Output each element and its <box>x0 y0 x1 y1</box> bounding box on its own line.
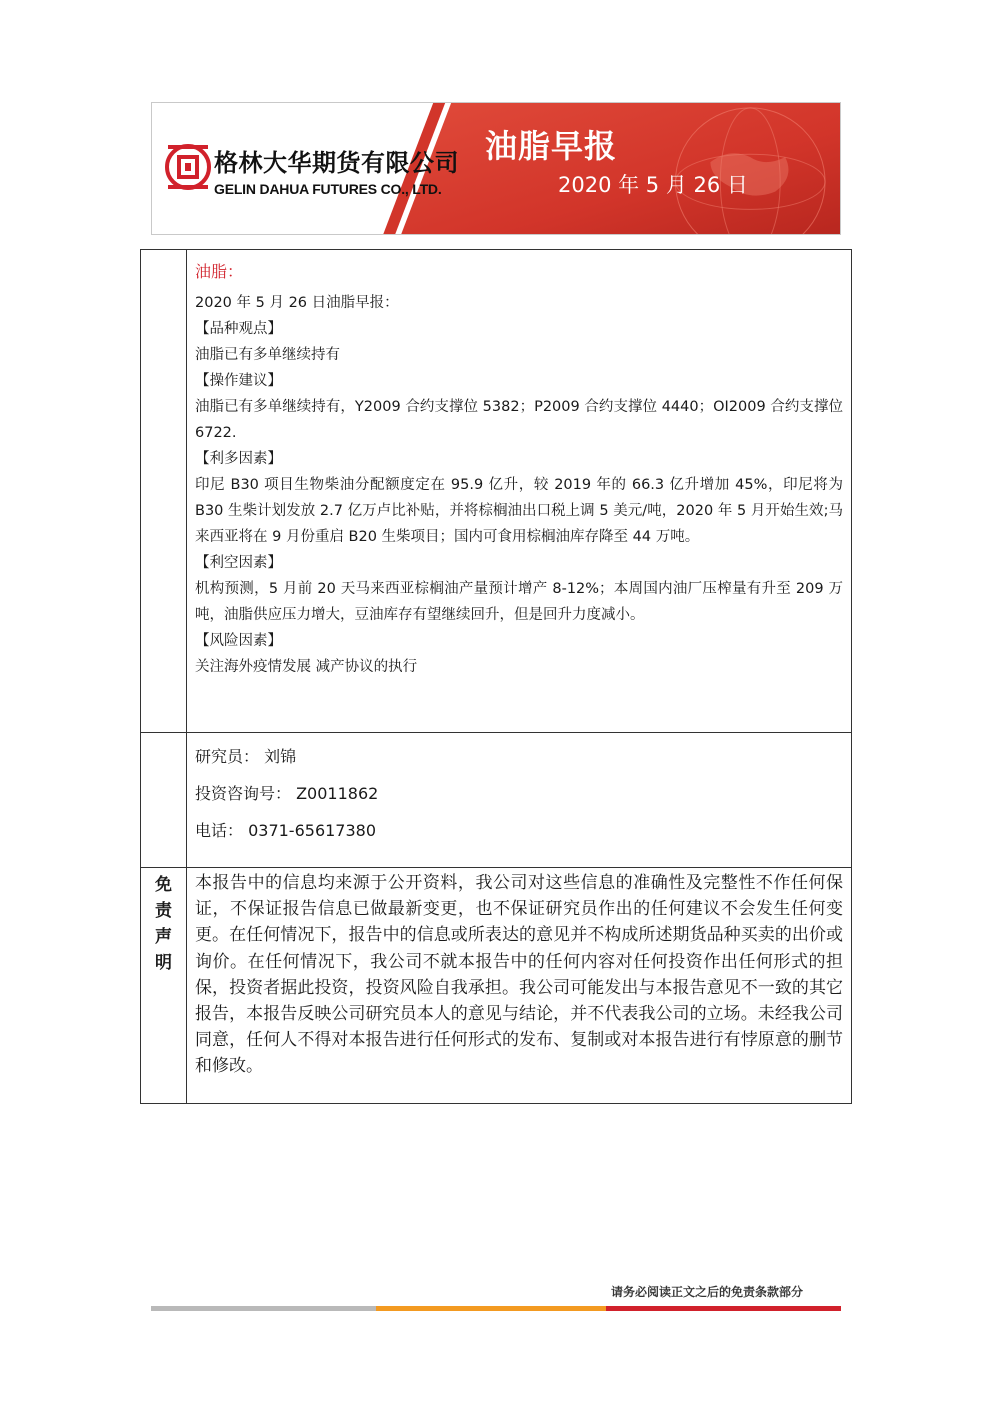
subheading-bullish: 【利多因素】 <box>195 451 282 467</box>
view-text: 油脂已有多单继续持有 <box>195 347 340 363</box>
report-date: 2020 年 5 月 26 日 <box>558 173 748 197</box>
table-column-divider <box>186 250 187 1103</box>
outlook-section <box>195 258 843 680</box>
table-row-divider <box>141 732 851 733</box>
table-row-divider <box>141 867 851 868</box>
footer-bar-red <box>606 1306 841 1311</box>
report-title: 油脂早报 <box>485 127 618 165</box>
report-header-banner <box>151 102 841 235</box>
researcher-name: 研究员： 刘锦 <box>195 747 297 766</box>
subheading-risk: 【风险因素】 <box>195 633 282 649</box>
disclaimer-label-char: 责 <box>155 901 172 921</box>
section-title: 油脂： <box>195 262 244 281</box>
disclaimer-label <box>141 870 186 976</box>
bullish-text: 印尼 B30 项目生物柴油分配额度定在 95.9 亿升，较 2019 年的 66.3 亿升增加 45%，印尼将为 B30 生柴计划发放 2.7 亿万卢比补贴，并将棕榈油出口税上调 5 美元/吨，2020 年 5 月开始生效;马来西亚将在 9 月份重启 B20 生柴项目；国内可食用棕榈油库存降至 44 万吨。 <box>195 477 843 545</box>
disclaimer-text: 本报告中的信息均来源于公开资料，我公司对这些信息的准确性及完整性不作任何保证，不保证报告信息已做最新变更，也不保证研究员作出的任何建议不会发生任何变更。在任何情况下，报告中的信息或所表达的意见并不构成所述期货品种买卖的出价或询价。在任何情况下，我公司不就本报告中的任何内容对任何投资作出任何形式的担保，投资者据此投资，投资风险自我承担。我公司可能发出与本报告意见不一致的其它报告，本报告反映公司研究员本人的意见与结论，并不代表我公司的立场。未经我公司同意，任何人不得对本报告进行任何形式的发布、复制或对本报告进行有悖原意的删节和修改。 <box>195 873 843 1077</box>
subheading-bearish: 【利空因素】 <box>195 555 282 571</box>
company-name-en: GELIN DAHUA FUTURES CO., LTD. <box>214 181 442 197</box>
risk-text: 关注海外疫情发展 减产协议的执行 <box>195 659 418 675</box>
license-number: 投资咨询号： Z0011862 <box>195 784 379 803</box>
report-heading-line: 2020 年 5 月 26 日油脂早报： <box>195 295 399 311</box>
subheading-operation: 【操作建议】 <box>195 373 282 389</box>
disclaimer-label-char: 明 <box>155 953 172 973</box>
phone-number: 电话： 0371-65617380 <box>195 821 377 840</box>
bearish-text: 机构预测，5 月前 20 天马来西亚棕榈油产量预计增产 8-12%；本周国内油厂压榨量有升至 209 万吨，油脂供应压力增大，豆油库存有望继续回升，但是回升力度减小。 <box>195 581 843 623</box>
company-logo-icon <box>164 137 212 197</box>
disclaimer-label-char: 声 <box>155 927 172 947</box>
footer-bar-orange <box>376 1306 606 1311</box>
footer-bar-gray <box>151 1306 376 1311</box>
company-name-cn: 格林大华期货有限公司 <box>214 149 459 177</box>
report-table <box>140 249 852 1104</box>
footer-note: 请务必阅读正文之后的免责条款部分 <box>611 1285 804 1299</box>
disclaimer-label-char: 免 <box>155 875 172 895</box>
contact-section <box>195 738 835 849</box>
operation-text: 油脂已有多单继续持有，Y2009 合约支撑位 5382；P2009 合约支撑位 4440；OI2009 合约支撑位 6722. <box>195 399 843 441</box>
subheading-view: 【品种观点】 <box>195 321 282 337</box>
